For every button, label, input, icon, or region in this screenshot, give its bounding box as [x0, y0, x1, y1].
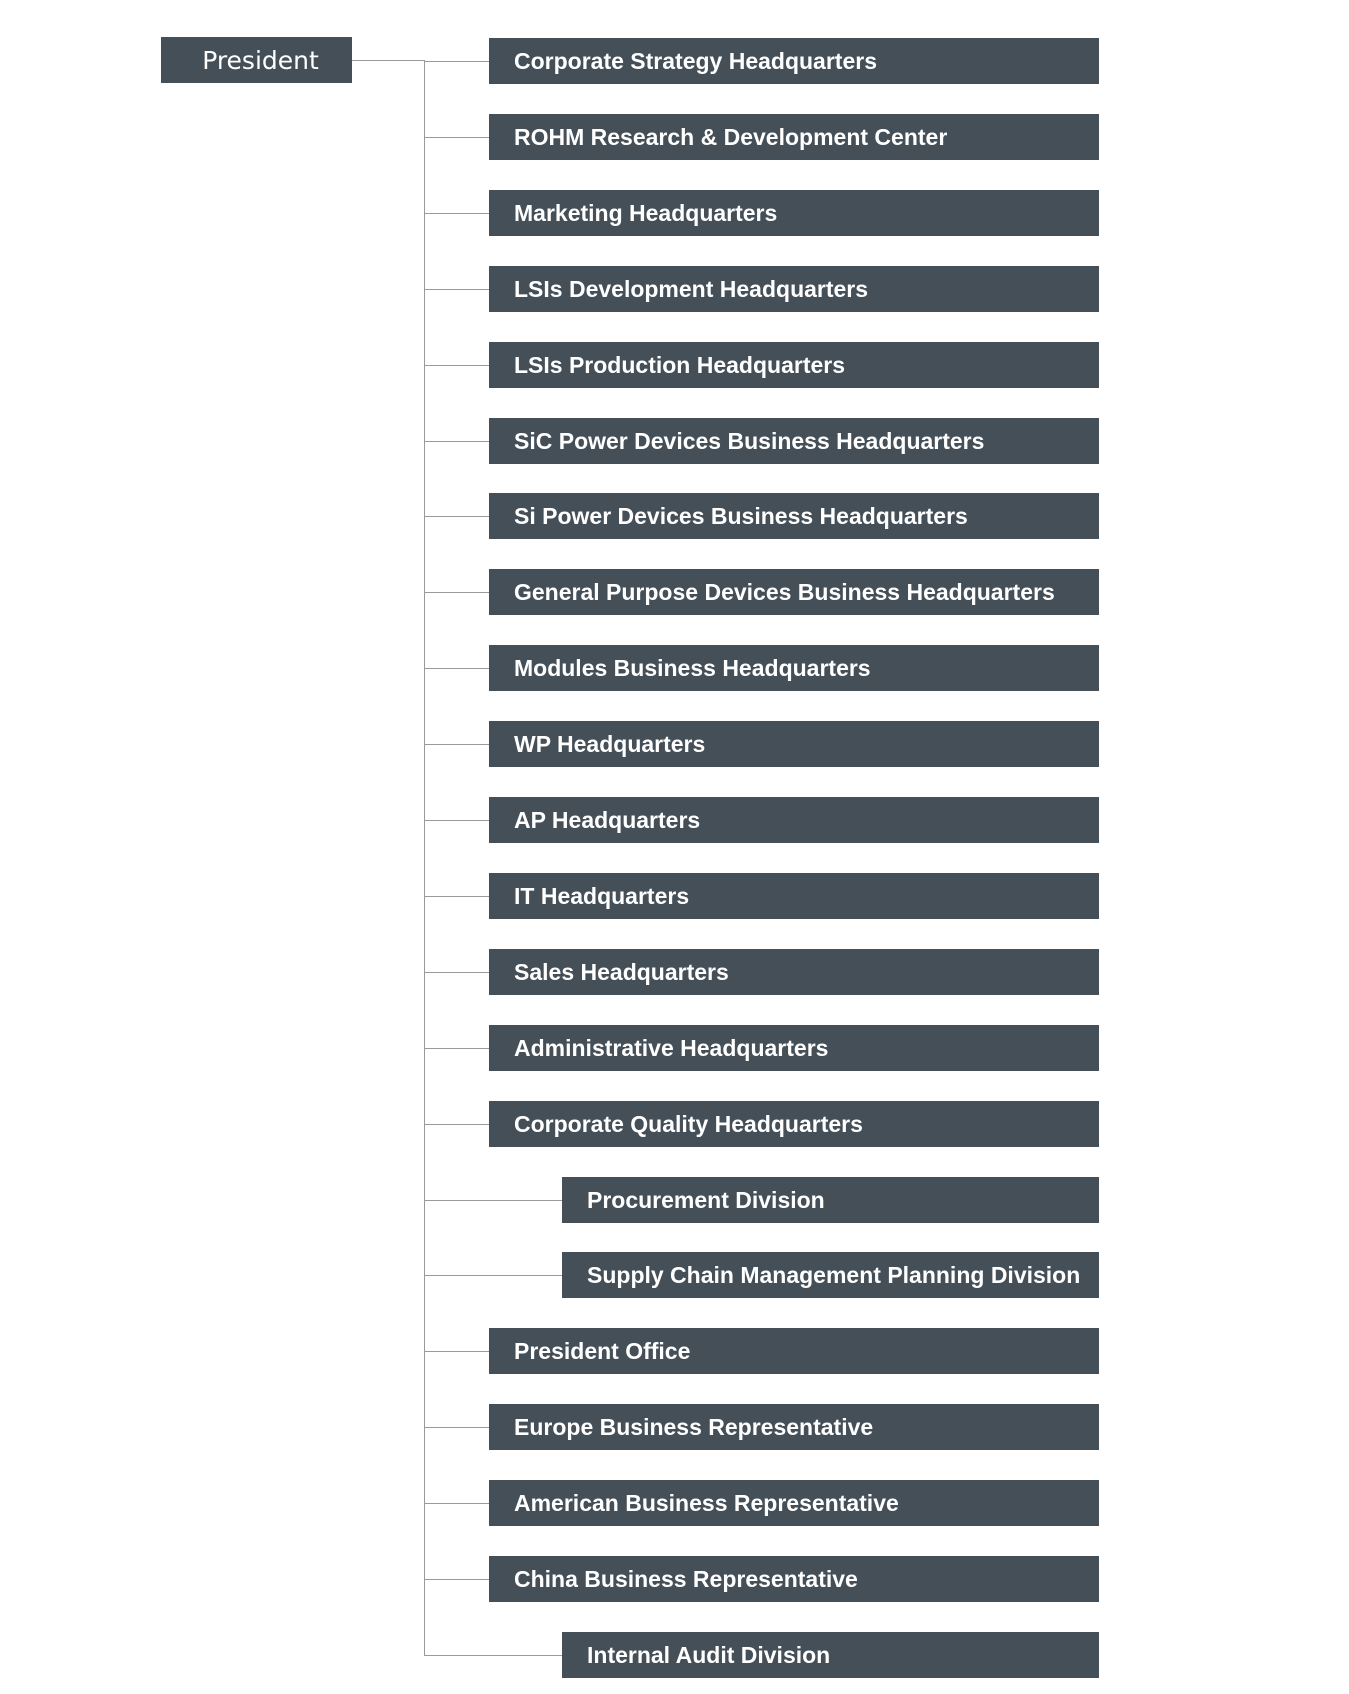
unit-node-label: IT Headquarters — [514, 882, 690, 909]
unit-node-label: Administrative Headquarters — [514, 1034, 829, 1061]
connector-branch — [424, 1427, 489, 1428]
connector-branch — [424, 592, 489, 593]
connector-branch — [424, 365, 489, 366]
unit-node-label: Corporate Quality Headquarters — [514, 1110, 863, 1137]
connector-branch — [424, 1275, 562, 1276]
root-node-label: President — [202, 45, 319, 75]
unit-node — [489, 493, 1099, 539]
unit-node-label: Si Power Devices Business Headquarters — [514, 502, 968, 529]
unit-node — [489, 190, 1099, 236]
connector-branch — [424, 137, 489, 138]
connector-branch — [424, 1124, 489, 1125]
unit-node — [489, 873, 1099, 919]
unit-node — [562, 1177, 1099, 1223]
unit-node — [562, 1252, 1099, 1298]
unit-node-label: Marketing Headquarters — [514, 199, 778, 226]
unit-node — [489, 1404, 1099, 1450]
unit-node — [489, 38, 1099, 84]
unit-node-label: AP Headquarters — [514, 806, 701, 833]
unit-node-label: President Office — [514, 1337, 691, 1364]
unit-node — [489, 1328, 1099, 1374]
unit-node — [489, 266, 1099, 312]
connector-trunk — [424, 60, 425, 1656]
unit-node — [489, 1480, 1099, 1526]
unit-node-label: LSIs Production Headquarters — [514, 351, 846, 378]
connector-branch — [424, 441, 489, 442]
connector-branch — [424, 289, 489, 290]
connector-branch — [424, 516, 489, 517]
unit-node-label: China Business Representative — [514, 1565, 858, 1592]
unit-node — [489, 949, 1099, 995]
unit-node — [489, 342, 1099, 388]
connector-branch — [424, 1503, 489, 1504]
unit-node-label: Procurement Division — [587, 1186, 825, 1213]
unit-node — [489, 569, 1099, 615]
connector-branch — [424, 1351, 489, 1352]
connector-branch — [424, 1579, 489, 1580]
unit-node-label: American Business Representative — [514, 1489, 899, 1516]
unit-node — [489, 418, 1099, 464]
unit-node — [489, 1025, 1099, 1071]
unit-node-label: ROHM Research & Development Center — [514, 123, 948, 150]
unit-node — [489, 1101, 1099, 1147]
unit-node-label: General Purpose Devices Business Headquarters — [514, 578, 1055, 605]
unit-node — [489, 721, 1099, 767]
connector-branch — [424, 972, 489, 973]
unit-node-label: Europe Business Representative — [514, 1413, 874, 1440]
unit-node — [489, 797, 1099, 843]
unit-node-label: Corporate Strategy Headquarters — [514, 47, 877, 74]
unit-node-label: Modules Business Headquarters — [514, 654, 871, 681]
unit-node-label: Supply Chain Management Planning Division — [587, 1261, 1081, 1288]
unit-node-label: WP Headquarters — [514, 730, 706, 757]
connector-branch — [424, 1048, 489, 1049]
connector-root-to-trunk — [352, 60, 424, 61]
connector-branch — [424, 896, 489, 897]
connector-branch — [424, 213, 489, 214]
unit-node — [489, 645, 1099, 691]
root-node-president — [161, 37, 352, 83]
connector-branch — [424, 820, 489, 821]
connector-branch — [424, 744, 489, 745]
unit-node-label: LSIs Development Headquarters — [514, 275, 869, 302]
connector-branch — [424, 61, 489, 62]
unit-node-label: Sales Headquarters — [514, 958, 729, 985]
unit-node-label: SiC Power Devices Business Headquarters — [514, 427, 985, 454]
unit-node — [562, 1632, 1099, 1678]
unit-node — [489, 114, 1099, 160]
unit-node — [489, 1556, 1099, 1602]
unit-node-label: Internal Audit Division — [587, 1641, 831, 1668]
connector-branch — [424, 1200, 562, 1201]
connector-branch — [424, 668, 489, 669]
connector-branch — [424, 1655, 562, 1656]
